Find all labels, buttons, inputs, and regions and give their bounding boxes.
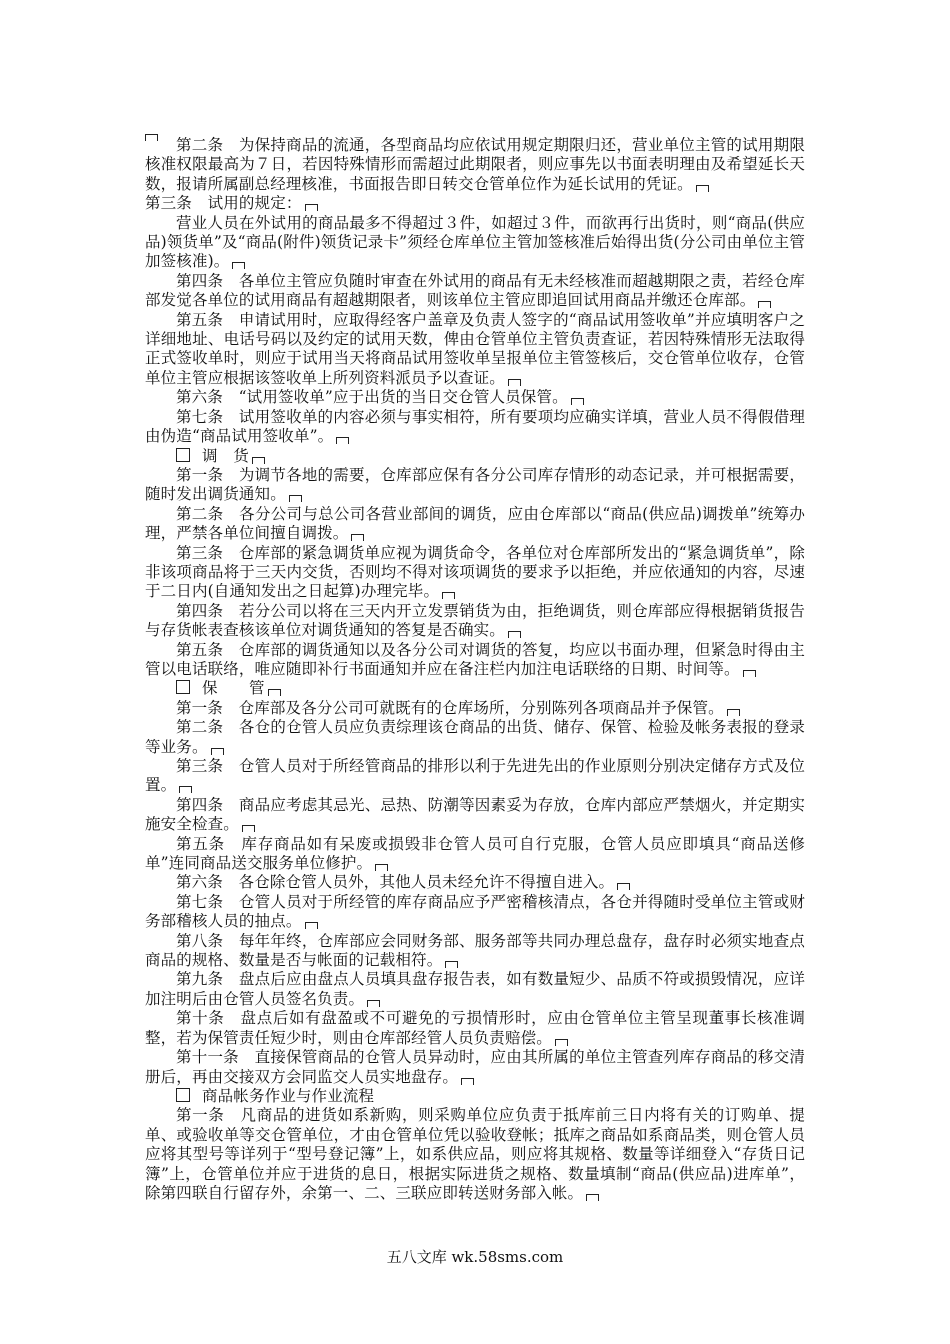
paragraph-mark-icon <box>351 534 364 541</box>
paragraph-mark-icon <box>305 922 318 929</box>
paragraph-text: 第三条 仓管人员对于所经管商品的排形以利于先进先出的作业原则分别决定储存方式及位置。 <box>145 757 805 795</box>
paragraph-text: 第六条 “试用签收单”应于出货的当日交仓管人员保管。 <box>176 388 568 407</box>
paragraph-text: 第一条 仓库部及各分公司可就既有的仓库场所，分别陈列各项商品并予保管。 <box>176 698 724 717</box>
paragraph <box>145 757 805 796</box>
paragraph-mark-icon <box>696 185 709 192</box>
section-heading <box>145 447 805 466</box>
paragraph-mark-icon <box>336 437 349 444</box>
paragraph-mark-icon <box>232 262 245 269</box>
paragraph-mark-icon <box>145 134 158 141</box>
paragraph <box>145 1009 805 1048</box>
paragraph-text: 第四条 若分公司以将在三天内开立发票销货为由，拒绝调货，则仓库部应得根据销货报告与存货帐表查核该单位对调货通知的答复是否确实。 <box>145 601 805 640</box>
paragraph <box>145 718 805 757</box>
paragraph-mark-icon <box>743 670 756 677</box>
paragraph-text: 第九条 盘点后应由盘点人员填具盘存报告表，如有数量短少、品质不符或损毁情况，应详加注明后由仓管人员签名负责。 <box>145 970 805 1008</box>
paragraph-mark-icon <box>211 748 224 755</box>
paragraph-mark-icon <box>461 1078 474 1085</box>
paragraph-mark-icon <box>305 204 318 211</box>
paragraph <box>145 408 805 447</box>
paragraph-mark-icon <box>242 825 255 832</box>
paragraph-text: 第二条 为保持商品的流通，各型商品均应依试用规定期限归还，营业单位主管的试用期限核准权限最高为７日，若因特殊情形而需超过此期限者，则应事先以书面表明理由及希望延长天数，报请所属副总经理核准，书面报告即日转交仓管单位作为延长试用的凭证。 <box>145 136 805 193</box>
document-body <box>145 124 805 1203</box>
paragraph-mark-icon <box>508 631 521 638</box>
paragraph <box>145 1048 805 1087</box>
paragraph-mark-icon <box>367 1000 380 1007</box>
paragraph-mark-icon <box>508 379 521 386</box>
paragraph <box>145 641 805 680</box>
paragraph-mark-icon <box>571 398 584 405</box>
paragraph-mark-icon <box>289 495 302 502</box>
paragraph-text: 第七条 仓管人员对于所经管的库存商品应予严密稽核清点，各仓并得随时受单位主管或财务部稽核人员的抽点。 <box>145 892 805 931</box>
checkbox-square-icon <box>176 448 190 462</box>
paragraph-text: 第八条 每年年终，仓库部应会同财务部、服务部等共同办理总盘存，盘存时必须实地查点商品的规格、数量是否与帐面的记载相符。 <box>145 931 805 970</box>
footer-watermark: 五八文库 wk.58sms.com <box>386 1248 564 1266</box>
paragraph-text: 第十一条 直接保管商品的仓管人员异动时，应由其所属的单位主管查列库存商品的移交清册后，再由交接双方会同监交人员实地盘存。 <box>145 1048 805 1086</box>
paragraph-mark-icon <box>445 961 458 968</box>
paragraph-mark-icon <box>375 864 388 871</box>
paragraph <box>145 932 805 971</box>
paragraph-mark-icon <box>617 883 630 890</box>
paragraph <box>145 466 805 505</box>
paragraph-text: 第五条 申请试用时，应取得经客户盖章及负责人签字的“商品试用签收单”并应填明客户之详细地址、电话号码以及约定的试用天数，俾由仓管单位主管负责查证，若因特殊情形无法取得正式签收单时，则应于试用当天将商品试用签收单呈报单位主管签核后，交仓管单位收存，仓管单位主管应根据该签收单上所列资料派员予以查证。 <box>145 310 805 387</box>
section-heading-text: 保 管 <box>202 679 265 698</box>
section-heading-text: 商品帐务作业与作业流程 <box>202 1086 375 1105</box>
paragraph <box>145 194 805 213</box>
paragraph-mark-icon <box>268 689 281 696</box>
section-heading <box>145 679 805 698</box>
paragraph-text: 第五条 仓库部的调货通知以及各分公司对调货的答复，均应以书面办理，但紧急时得由主管以电话联络，唯应随即补行书面通知并应在备注栏内加注电话联络的日期、时间等。 <box>145 640 805 678</box>
paragraph-text: 第三条 试用的规定： <box>145 194 302 213</box>
paragraph <box>145 505 805 544</box>
paragraph <box>145 272 805 311</box>
paragraph-text: 第六条 各仓除仓管人员外，其他人员未经允许不得擅自进入。 <box>176 873 615 892</box>
paragraph <box>145 835 805 874</box>
paragraph <box>145 136 805 194</box>
paragraph-mark-icon <box>179 786 192 793</box>
paragraph-text: 第一条 为调节各地的需要，仓库部应保有各分公司库存情形的动态记录，并可根据需要，随时发出调货通知。 <box>145 465 805 504</box>
paragraph <box>145 873 805 892</box>
paragraph-text: 营业人员在外试用的商品最多不得超过３件，如超过３件，而欲再行出货时，则“商品(供应品)领货单”及“商品(附件)领货记录卡”须经仓库单位主管加签核准后始得出货(分公司由单位主管加签核准)。 <box>145 213 805 271</box>
paragraph-mark-icon <box>586 1194 599 1201</box>
paragraph <box>145 699 805 718</box>
paragraph-text: 第十条 盘点后如有盘盈或不可避免的亏损情形时，应由仓管单位主管呈现董事长核准调整，若为保管责任短少时，则由仓库部经管人员负责赔偿。 <box>145 1009 805 1047</box>
paragraph-mark-icon <box>442 592 455 599</box>
paragraph-mark-icon <box>727 709 740 716</box>
paragraph-text: 第四条 商品应考虑其忌光、忌热、防潮等因素妥为存放，仓库内部应严禁烟火，并定期实施安全检查。 <box>145 795 805 834</box>
section-heading <box>145 1087 805 1106</box>
top-mark <box>145 124 805 134</box>
paragraph-text: 第一条 凡商品的进货如系新购，则采购单位应负责于抵库前三日内将有关的订购单、提单、或验收单等交仓管单位，才由仓管单位凭以验收登帐；抵库之商品如系商品类，则仓管人员应将其型号等详列于“型号登记簿”上，如系供应品，则应将其规格、数量等详细登入“存货日记簿”上，仓管单位并应于进货的息日，根据实际进货之规格、数量填制“商品(供应品)进库单”，除第四联自行留存外，余第一、二、三联应即转送财务部入帐。 <box>145 1106 805 1202</box>
checkbox-square-icon <box>176 1088 190 1102</box>
paragraph <box>145 388 805 407</box>
paragraph <box>145 970 805 1009</box>
paragraph-text: 第二条 各分公司与总公司各营业部间的调货，应由仓库部以“商品(供应品)调拨单”统筹办理，严禁各单位间擅自调拨。 <box>145 504 805 543</box>
paragraph <box>145 311 805 389</box>
paragraph <box>145 544 805 602</box>
paragraph-text: 第二条 各仓的仓管人员应负责综理该仓商品的出货、储存、保管、检验及帐务表报的登录等业务。 <box>145 718 805 756</box>
paragraph <box>145 796 805 835</box>
paragraph-list <box>145 136 805 1203</box>
paragraph-text: 第五条 库存商品如有呆废或损毁非仓管人员可自行克服，仓管人员应即填具“商品送修单”连同商品送交服务单位修护。 <box>145 834 805 873</box>
paragraph-mark-icon <box>555 1039 568 1046</box>
section-heading-text: 调 货 <box>202 446 249 465</box>
paragraph-text: 第七条 试用签收单的内容必须与事实相符，所有要项均应确实详填，营业人员不得假借理由伪造“商品试用签收单”。 <box>145 407 805 446</box>
paragraph <box>145 214 805 272</box>
paragraph-mark-icon <box>758 301 771 308</box>
paragraph-text: 第三条 仓库部的紧急调货单应视为调货命令，各单位对仓库部所发出的“紧急调货单”，除非该项商品将于三天内交货，否则均不得对该项调货的要求予以拒绝，并应依通知的内容，尽速于二日内(自通知发出之日起算)办理完毕。 <box>145 543 805 601</box>
paragraph-text: 第四条 各单位主管应负随时审查在外试用的商品有无未经核准而超越期限之责，若经仓库部发觉各单位的试用商品有超越期限者，则该单位主管应即追回试用商品并缴还仓库部。 <box>145 271 805 310</box>
paragraph <box>145 1106 805 1203</box>
paragraph <box>145 893 805 932</box>
paragraph-mark-icon <box>252 457 265 464</box>
checkbox-square-icon <box>176 680 190 694</box>
paragraph <box>145 602 805 641</box>
